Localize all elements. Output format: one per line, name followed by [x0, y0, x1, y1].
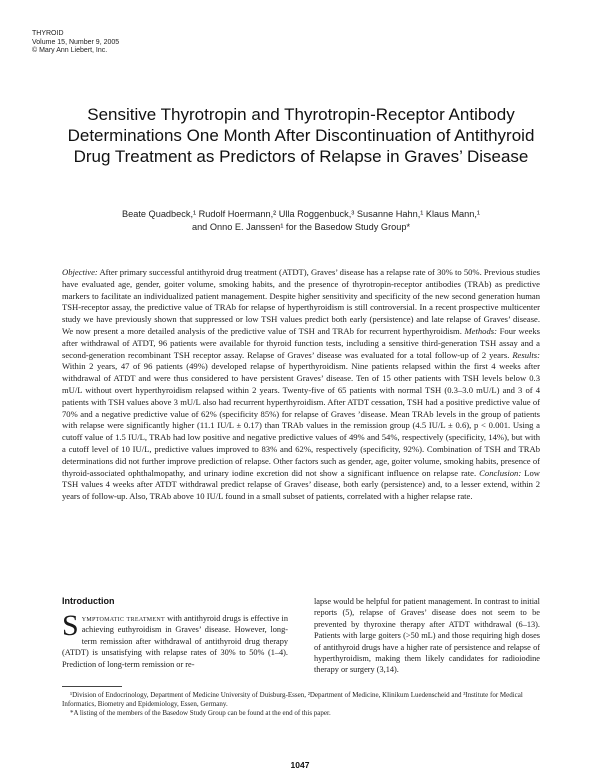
- intro-smallcaps: ymptomatic treatment: [81, 614, 166, 623]
- introduction-heading: Introduction: [62, 596, 115, 606]
- intro-right-text: lapse would be helpful for patient management. In contrast to initial reports (5), relapse of Graves’ disease does not seem to be prevented by thyroxine therapy after ATDT withdrawal (6–13). Patients with large goiters (>50 mL) and those requiring high doses of antithyroid drugs have a higher rate of persistence and relapse of hyperthyroidism, making them likely candidates for radioiodine therapy or surgery (3,14).: [314, 597, 540, 675]
- journal-header: [32, 30, 119, 56]
- page-number: 1047: [290, 760, 310, 770]
- journal-publisher: © Mary Ann Liebert, Inc.: [32, 47, 108, 55]
- footnotes: [62, 691, 540, 719]
- study-group-footnote: *A listing of the members of the Basedow Study Group can be found at the end of this paper.: [70, 709, 331, 718]
- objective-label: Objective:: [62, 267, 98, 277]
- results-label: Results:: [512, 349, 540, 360]
- abstract: [62, 267, 540, 503]
- objective-text: After primary successful antithyroid drug treatment (ATDT), Graves’ disease has a relapse rate of 30% to 50%. Previous studies have evaluated age, gender, goiter volume, smoking habits, and the presence of thyrotropin-receptor antibodies (TRAb) as predictive markers to facilitate an individualized patient management. Despite higher sensitivity and specificity of the new second generation human TSH-receptor assay, the predictive value of TRAb for relapse of hyperthyroidism is still controversial. In a recent prospective multicenter study we have previously shown that suppressed or low TSH values predict both early (persistence) and late relapse of Graves’ disease. We now present a more detailed analysis of the predictive value of TSH and TRAb for recurrent hyperthyroidism.: [62, 267, 540, 336]
- authors-line-1: Beate Quadbeck,¹ Rudolf Hoermann,² Ulla Roggenbuck,³ Susanne Hahn,¹ Klaus Mann,¹: [122, 209, 480, 219]
- introduction-left-column: [62, 609, 288, 670]
- conclusion-label: Conclusion:: [479, 467, 522, 478]
- results-text: Within 2 years, 47 of 96 patients (49%) developed relapse of hyperthyroidism. Nine patients relapsed within the first 4 weeks after withdrawal of ATDT and were thus considered to have persistent Graves’ disease. Ten of 15 other patients with TSH levels below 0.3 mU/L without overt hyperthyroidism relapsed within 2 years. Twenty-five of 65 patients with normal TSH (0.3–3.0 mU/L) and 3 of 4 patients with TSH values above 3 mU/L also had recurrent hyperthyroidism. After ATDT cessation, TSH had a positive predictive value of 70% and a negative predictive value of 62% (specificity 85%) for relapse of Graves ’disease. Mean TRAb levels in the group of patients with relapse were significantly higher (11.1 IU/L ± 0.17) than TRAb values in the remission group (4.5 IU/L ± 0.6), p < 0.001. Using a cutoff value of 1.5 IU/L, TRAb had low positive and negative predictive values of 49% and 54%, respectively (specificity, 14%), but with a cutoff level of 10 IU/L, predictive values improved to 83% and 62%, respectively (specificity, 92%). Combination of TSH and TRAb determinations did not further improve prediction of relapse. Other factors such as gender, age, goiter volume, smoking habits, presence of thyroid-associated ophthalmopathy, and urinary iodine excretion did not show a significant influence on relapse rate.: [62, 361, 540, 478]
- footnote-divider: [62, 686, 122, 687]
- methods-label: Methods:: [464, 325, 497, 336]
- drop-cap: S: [62, 609, 79, 642]
- author-list: [70, 208, 532, 234]
- paper-title: Sensitive Thyrotropin and Thyrotropin-Receptor Antibody Determinations One Month After Discontinuation of Antithyroid Drug Treatment as Predictors of Relapse in Graves’ Disease: [67, 105, 535, 166]
- intro-left-text: with antithyroid drugs is effective in achieving euthyroidism in Graves’ disease. However, long-term remission after withdrawal of antithyroid drug therapy (ATDT) is unsatisfying with relapse rates of 30% to 50% (1–4). Prediction of long-term remission or re-: [62, 614, 288, 669]
- affiliation-footnote: ¹Division of Endocrinology, Department of Medicine University of Duisburg-Essen, ²Department of Medicine, Klinikum Luedenscheid and ³Institute for Medical Informatics, Biometry and Epidemiology, Essen, Germany.: [62, 691, 523, 709]
- methods-text: Four weeks after withdrawal of ATDT, 96 patients were available for thyroid function tests, including a sensitive third-generation TSH assay and a second-generation recombinant TSH receptor assay. Relapse of Graves’ disease was evaluated for a total follow-up of 2 years.: [62, 325, 540, 360]
- introduction-right-column: [314, 596, 540, 676]
- authors-line-2: and Onno E. Janssen¹ for the Basedow Study Group*: [191, 222, 411, 232]
- journal-volume: Volume 15, Number 9, 2005: [32, 38, 120, 46]
- conclusion-text: Low TSH values 4 weeks after ATDT withdrawal predict relapse of Graves’ disease, both early (persistence) and, to a lesser extend, within 2 years of follow-up. Also, TRAb above 10 IU/L found in a small subset of patients, correlated with a higher relapse rate.: [62, 467, 541, 502]
- journal-name: THYROID: [32, 30, 64, 37]
